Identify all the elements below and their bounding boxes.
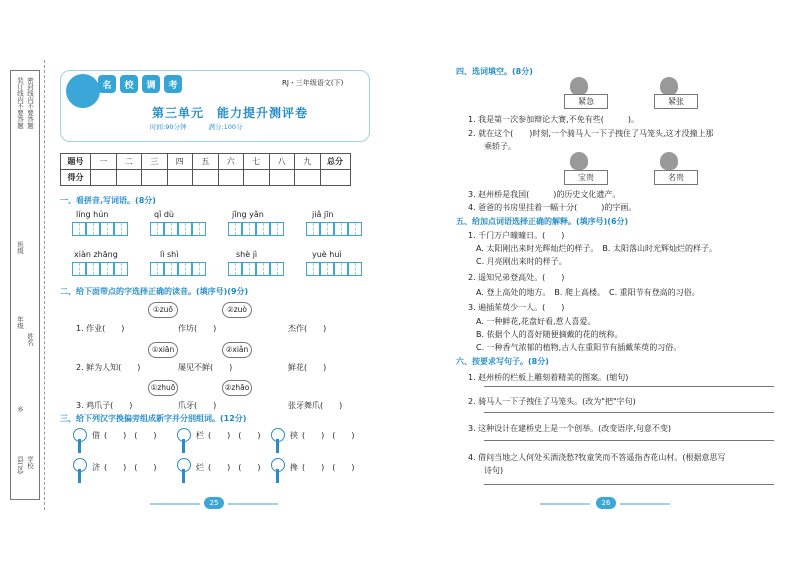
question-item: 屡见不鲜( ) — [178, 363, 233, 372]
reading-option: ①zhuō — [148, 380, 178, 396]
radical-tree-icon — [174, 428, 192, 454]
table-cell: 题号 — [61, 154, 91, 170]
pinyin: lì shì — [160, 250, 179, 259]
footer-wave — [150, 503, 200, 505]
binding-note-1: 装订线内不要答题 — [16, 77, 24, 129]
binding-school: 学校 — [26, 456, 34, 469]
question-option: C. 月亮刚出来时的样子。 — [476, 257, 567, 266]
question-item: 4. 借问当地之人何处买酒浇愁?牧童笑而不答遥指杏花山村。(根据意思写 — [468, 453, 726, 462]
pinyin: jiǎ jīn — [312, 210, 334, 219]
question-item: 爪牙( ) — [178, 401, 217, 410]
full-score: 满分:100分 — [208, 123, 243, 131]
radical-tree-icon — [268, 428, 286, 454]
word-option: 名贵 — [654, 170, 698, 185]
table-cell: 五 — [193, 154, 219, 170]
question-item: 1. 作业( ) — [76, 324, 125, 333]
pinyin: shè jì — [236, 250, 258, 259]
binding-name: 姓名 — [26, 333, 34, 346]
question-item: 诗句) — [484, 466, 504, 475]
score-input[interactable] — [91, 170, 117, 186]
radical-tree-icon — [70, 458, 88, 484]
question-item: 3. 鸡爪子( ) — [76, 401, 133, 410]
answer-line[interactable] — [484, 412, 774, 413]
series-label: RJ・三年级语文(下) — [282, 79, 344, 87]
binding-note-2: 密封线内不要答题 — [26, 77, 34, 129]
pinyin: yuè huì — [312, 250, 342, 259]
radical-tree-icon — [70, 428, 88, 454]
section-4-title: 四、选词填空。(8分) — [456, 67, 533, 76]
cloud-icon — [570, 152, 588, 170]
score-input[interactable] — [244, 170, 270, 186]
score-input[interactable] — [142, 170, 168, 186]
score-table — [60, 153, 351, 186]
radical-tree-icon — [268, 458, 286, 484]
score-input[interactable] — [116, 170, 142, 186]
question-option: A. 登上高处的地方。 B. 爬上高楼。 C. 重阳节有登高的习俗。 — [476, 288, 700, 297]
section-2-title: 二、给下面带点的字选择正确的读音。(填序号)(9分) — [60, 287, 249, 296]
section-6-title: 六、按要求写句子。(8分) — [456, 357, 549, 366]
cut-line — [44, 60, 45, 510]
source-char: 栏 — [196, 431, 204, 440]
source-char: 借 — [92, 431, 100, 440]
section-3-title: 三、给下列汉字换偏旁组成新字并分别组词。(12分) — [60, 414, 247, 423]
question-item: 作坊( ) — [178, 324, 217, 333]
footer-wave — [228, 503, 278, 505]
answer-blank[interactable]: ( ) ( ) — [104, 463, 157, 472]
question-item: 1. 千门万户曈曈日。( ) — [468, 231, 565, 240]
time-limit: 时间:90分钟 — [150, 123, 187, 131]
source-char: 济 — [92, 463, 100, 472]
reading-option: ②zuò — [222, 302, 252, 318]
source-char: 烂 — [196, 463, 204, 472]
answer-blank[interactable]: ( ) ( ) — [104, 431, 157, 440]
footer-wave — [620, 503, 670, 505]
table-cell: 二 — [116, 154, 142, 170]
binding-class: 班级 — [16, 241, 24, 254]
page-number-right: 26 — [596, 497, 616, 509]
reading-option: ①xiān — [148, 342, 178, 358]
binding-county: 县(区) — [16, 456, 24, 475]
question-item: 张牙舞爪( ) — [288, 401, 343, 410]
source-char: 挟 — [290, 431, 298, 440]
footer-wave — [540, 503, 590, 505]
answer-line[interactable] — [484, 440, 774, 441]
binding-strip — [10, 70, 40, 500]
question-item: 3. 这种设计在建桥史上是一个创举。(改变语序,句意不变) — [468, 424, 671, 433]
table-cell: 九 — [295, 154, 321, 170]
writing-grid[interactable] — [72, 262, 128, 276]
section-1-title: 一、看拼音,写词语。(8分) — [60, 196, 156, 205]
answer-line[interactable] — [484, 386, 774, 387]
score-input[interactable] — [218, 170, 244, 186]
source-char: 搀 — [290, 463, 298, 472]
table-cell: 七 — [244, 154, 270, 170]
binding-grade: 年级 — [16, 316, 24, 329]
question-item: 3. 遍插茱萸少一人。( ) — [468, 303, 565, 312]
question-item: 2. 鲜为人知( ) — [76, 363, 141, 372]
table-cell: 三 — [142, 154, 168, 170]
reading-option: ①zuō — [148, 302, 178, 318]
page-number-left: 25 — [204, 497, 224, 509]
question-item: 2. 骑马人一下子拽住了马笼头。(改为"把"字句) — [468, 397, 636, 406]
question-option: C. 一种香气浓郁的植物,古人在重阳节有插戴茱萸的习俗。 — [476, 343, 682, 352]
writing-grid[interactable] — [150, 222, 206, 236]
answer-blank[interactable]: ( ) ( ) — [302, 463, 355, 472]
writing-grid[interactable] — [72, 222, 128, 236]
cloud-icon — [660, 77, 678, 95]
binding-township: 乡 — [16, 406, 24, 413]
question-item: 1. 我是第一次参加辩论大赛,不免有些( )。 — [468, 115, 639, 124]
answer-blank[interactable]: ( ) ( ) — [208, 463, 261, 472]
pinyin: líng hún — [76, 210, 109, 219]
table-cell: 总分 — [320, 154, 350, 170]
pinyin: qǐ dù — [154, 210, 174, 219]
question-item: 鲜花( ) — [288, 363, 327, 372]
radical-tree-icon — [174, 458, 192, 484]
exam-meta — [150, 122, 243, 131]
score-input[interactable] — [295, 170, 321, 186]
brand-tab: 调 — [142, 75, 160, 93]
table-cell: 得分 — [61, 170, 91, 186]
page-title: 第三单元 能力提升测评卷 — [151, 106, 308, 120]
brand-tab: 考 — [164, 75, 182, 93]
reading-option: ②zhāo — [222, 380, 252, 396]
brand-tab: 校 — [120, 75, 138, 93]
question-item: 2. 就在这个( )时刻,一个骑马人一下子拽住了马笼头,这才没撞上那 — [468, 129, 714, 138]
reading-option: ②xiǎn — [222, 342, 252, 358]
question-item: 1. 赵州桥的栏板上雕刻着精美的图案。(缩句) — [468, 373, 629, 382]
cloud-icon — [660, 152, 678, 170]
answer-blank[interactable]: ( ) ( ) — [208, 431, 261, 440]
brand-tab: 名 — [98, 75, 116, 93]
score-input[interactable] — [269, 170, 295, 186]
word-option: 紧急 — [564, 94, 608, 109]
writing-grid[interactable] — [150, 262, 206, 276]
writing-grid[interactable] — [228, 262, 284, 276]
mascot-icon — [66, 74, 100, 108]
section-5-title: 五、给加点词语选择正确的解释。(填序号)(6分) — [456, 217, 629, 226]
word-option: 紧张 — [654, 94, 698, 109]
brand-tabs — [98, 75, 182, 93]
pinyin: jǐng yǎn — [232, 210, 264, 219]
table-cell: 八 — [269, 154, 295, 170]
writing-grid[interactable] — [306, 262, 362, 276]
score-input[interactable] — [167, 170, 193, 186]
question-item: 3. 赵州桥是我国( )的历史文化遗产。 — [468, 190, 621, 199]
word-option: 宝贵 — [564, 170, 608, 185]
question-option: B. 依据个人的喜好随便摘戴的花的统称。 — [476, 330, 623, 339]
answer-line[interactable] — [484, 484, 774, 485]
question-item: 4. 爸爸的书房里挂着一幅十分( )的字画。 — [468, 203, 637, 212]
score-input[interactable] — [320, 170, 350, 186]
answer-blank[interactable]: ( ) ( ) — [302, 431, 355, 440]
score-input[interactable] — [193, 170, 219, 186]
writing-grid[interactable] — [228, 222, 284, 236]
question-option: A. 太阳刚出来时光辉灿烂的样子。 B. 太阳落山时光辉灿烂的样子。 — [476, 244, 717, 253]
question-item: 乘轿子。 — [484, 142, 516, 151]
question-item: 杰作( ) — [288, 324, 327, 333]
pinyin: xiàn zhāng — [74, 250, 118, 259]
table-cell: 六 — [218, 154, 244, 170]
writing-grid[interactable] — [306, 222, 362, 236]
table-cell: 一 — [91, 154, 117, 170]
question-item: 2. 遥知兄弟登高处。( ) — [468, 273, 565, 282]
cloud-icon — [570, 77, 588, 95]
table-cell: 四 — [167, 154, 193, 170]
question-option: A. 一种鲜花,花盘好看,惹人喜爱。 — [476, 317, 596, 326]
